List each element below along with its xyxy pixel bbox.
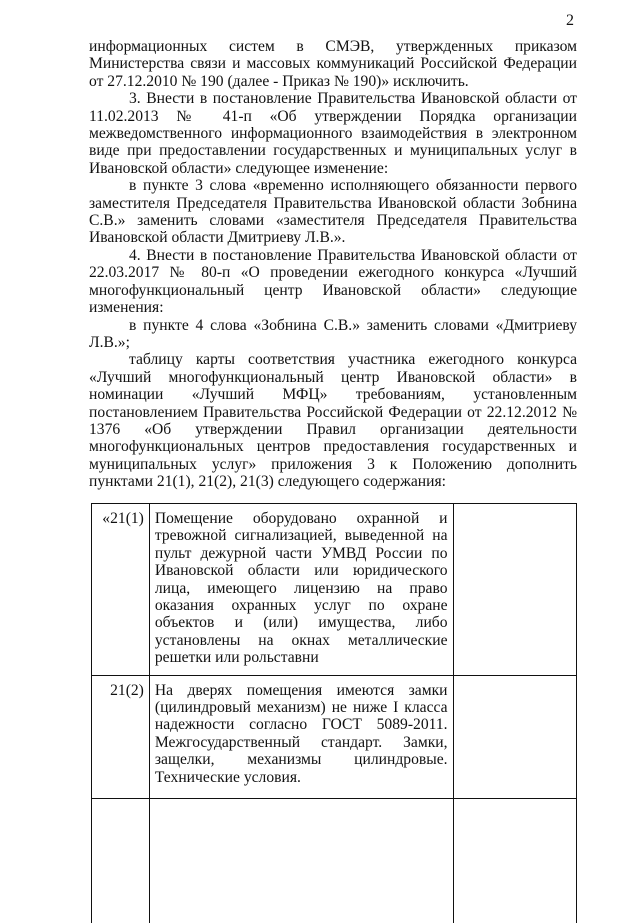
row-text: Помещение оборудовано охранной и тревожной сигнализацией, выведенной на пульт дежурной части УМВД России по Ивановской области или юридического лица, имеющего лицензию на право оказания охранных услуг по охране объектов и (или) имущества, либо установлены на окнах металлические решетки или рольставни: [149, 504, 453, 676]
paragraph-continuation: информационных систем в СМЭВ, утвержденных приказом Министерства связи и массовых коммуникаций Российской Федерации от 27.12.2010 № 190 (далее - Приказ № 190)» исключить.: [89, 38, 577, 90]
paragraph-item-3: 3. Внести в постановление Правительства Ивановской области от 11.02.2013 № 41-п «Об утверждении Порядка организации межведомственного информационного взаимодействия в электронном виде при предоставлении государственных и муниципальных услуг в Ивановской области» следующее изменение:: [89, 90, 577, 177]
document-body: [89, 38, 577, 491]
table-row: [92, 504, 577, 676]
paragraph-item-4-change-a: в пункте 4 слова «Зобнина С.В.» заменить словами «Дмитриеву Л.В.»;: [89, 316, 577, 351]
paragraph-item-4-change-b: таблицу карты соответствия участника ежегодного конкурса «Лучший многофункциональный центр Ивановской области» в номинации «Лучший МФЦ» требованиям, установленным постановлением Правительства Российской Федерации от 22.12.2012 № 1376 «Об утверждении Правил организации деятельности многофункциональных центров предоставления государственных и муниципальных услуг» приложения 3 к Положению дополнить пунктами 21(1), 21(2), 21(3) следующего содержания:: [89, 351, 577, 491]
row-text: На дверях помещения имеются замки (цилиндровый механизм) не ниже I класса надежности согласно ГОСТ 5089-2011. Межгосударственный стандарт. Замки, защелки, механизмы цилиндровые. Технические условия.: [149, 675, 453, 798]
paragraph-item-4: 4. Внести в постановление Правительства Ивановской области от 22.03.2017 № 80-п «О проведении ежегодного конкурса «Лучший многофункциональный центр Ивановской области» следующие изменения:: [89, 246, 577, 317]
row-number: [92, 798, 150, 923]
row-empty-cell: [453, 504, 576, 676]
page-number: 2: [566, 12, 574, 29]
row-text: [149, 798, 453, 923]
row-number: «21(1): [92, 504, 150, 676]
row-number: 21(2): [92, 675, 150, 798]
row-empty-cell: [453, 798, 576, 923]
paragraph-item-3-change: в пункте 3 слова «временно исполняющего обязанности первого заместителя Председателя Правительства Ивановской области Зобнина С.В.» заменить словами «заместителя Председателя Правительства Ивановской области Дмитриеву Л.В.».: [89, 177, 577, 247]
table-row: [92, 675, 577, 798]
table-row: [92, 798, 577, 923]
requirements-table: [91, 503, 577, 923]
row-empty-cell: [453, 675, 576, 798]
